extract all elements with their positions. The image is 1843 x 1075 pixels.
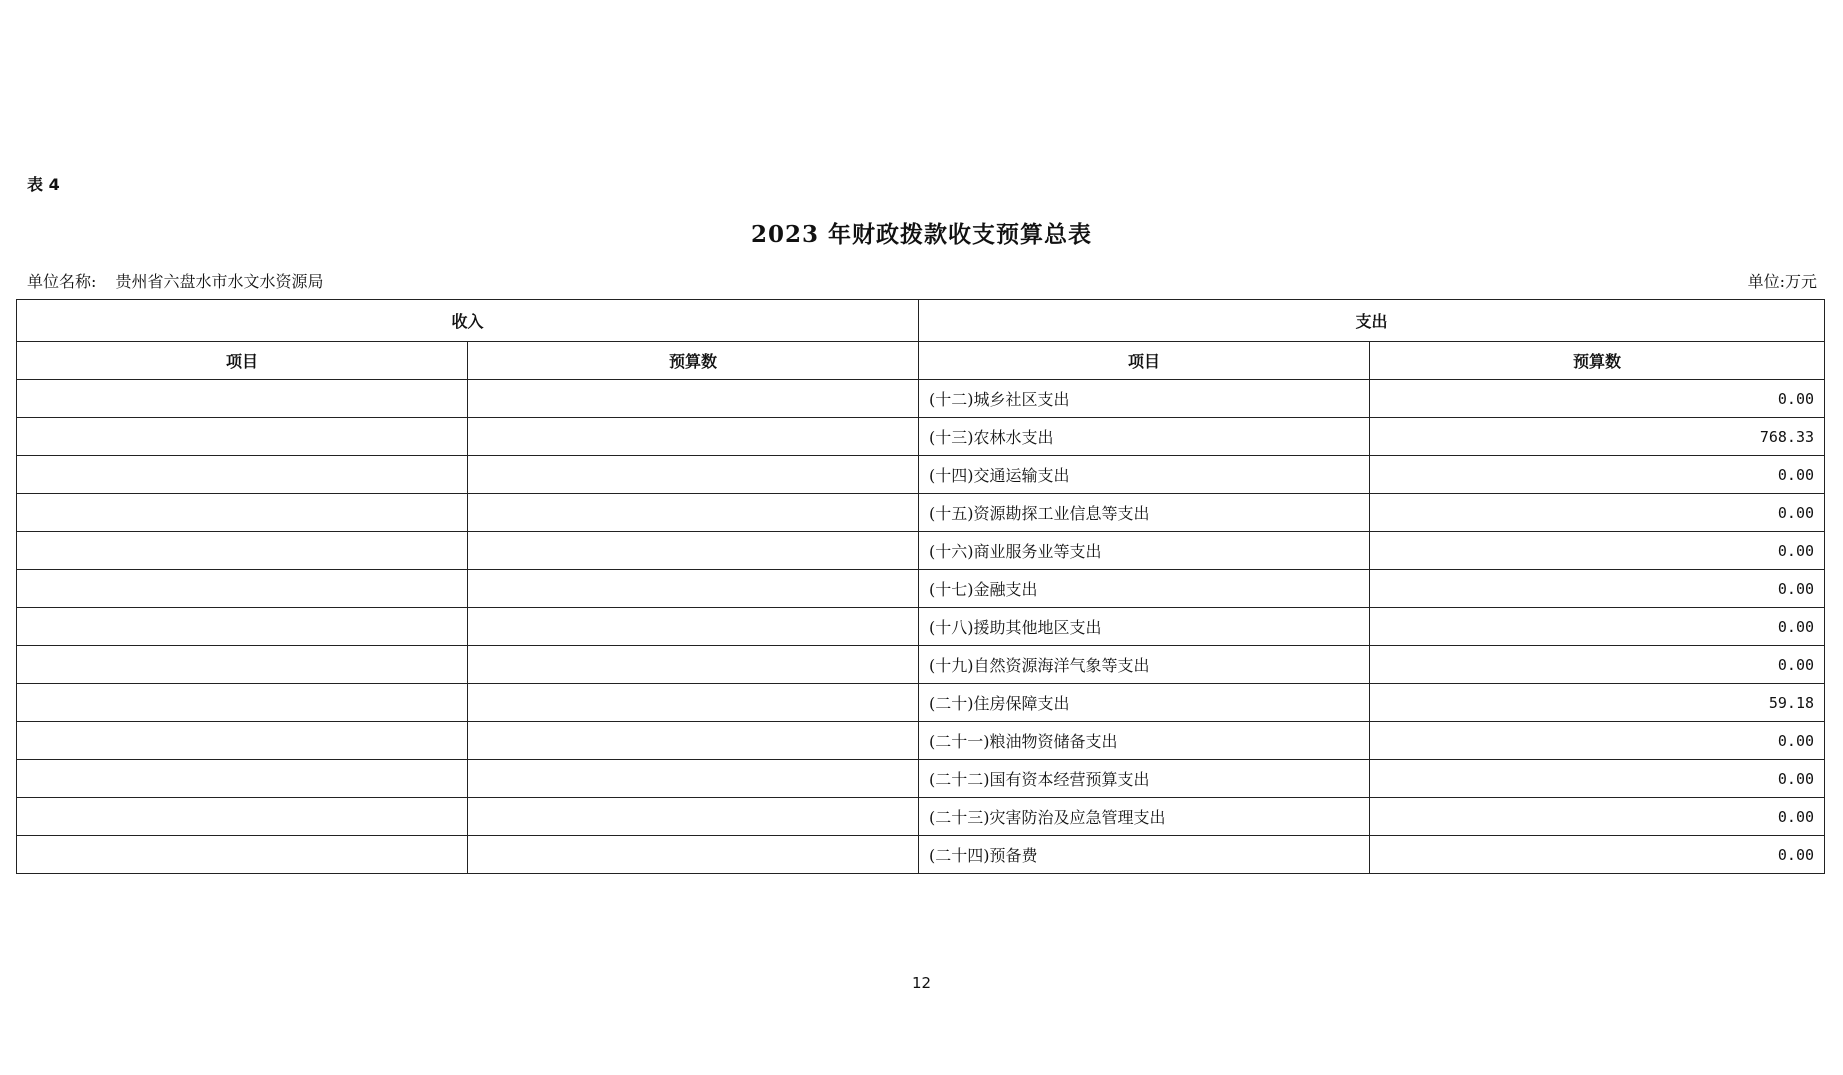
table-number-label: 表 4	[27, 175, 60, 194]
expense-item-cell: (二十一)粮油物资储备支出	[919, 722, 1370, 760]
expense-amount-cell: 0.00	[1370, 494, 1825, 532]
expense-item-cell: (二十三)灾害防治及应急管理支出	[919, 798, 1370, 836]
table-row	[17, 760, 1825, 798]
expense-item-cell: (十七)金融支出	[919, 570, 1370, 608]
income-item-cell	[17, 722, 468, 760]
expense-item-cell: (十五)资源勘探工业信息等支出	[919, 494, 1370, 532]
income-item-cell	[17, 608, 468, 646]
table-row	[17, 532, 1825, 570]
expense-item-cell: (十四)交通运输支出	[919, 456, 1370, 494]
table-row	[17, 418, 1825, 456]
expense-item-cell: (十九)自然资源海洋气象等支出	[919, 646, 1370, 684]
unit-measure: 单位:万元	[1747, 272, 1817, 291]
expense-amount-cell: 0.00	[1370, 798, 1825, 836]
income-item-cell	[17, 494, 468, 532]
expense-item-cell: (二十二)国有资本经营预算支出	[919, 760, 1370, 798]
income-amount-cell	[468, 608, 919, 646]
unit-name-line	[27, 269, 324, 292]
table-row	[17, 836, 1825, 874]
unit-name-label: 单位名称:	[27, 272, 97, 291]
income-item-cell	[17, 798, 468, 836]
expense-amount-cell: 0.00	[1370, 456, 1825, 494]
expense-amount-cell: 0.00	[1370, 646, 1825, 684]
unit-name-value: 贵州省六盘水市水文水资源局	[115, 272, 324, 291]
income-amount-cell	[468, 798, 919, 836]
expense-amount-cell: 768.33	[1370, 418, 1825, 456]
table-row	[17, 456, 1825, 494]
budget-table	[16, 299, 1825, 874]
income-amount-cell	[468, 456, 919, 494]
expense-amount-cell: 0.00	[1370, 760, 1825, 798]
income-item-cell	[17, 532, 468, 570]
income-amount-cell	[468, 722, 919, 760]
income-item-cell	[17, 684, 468, 722]
income-item-cell	[17, 760, 468, 798]
expense-item-cell: (十六)商业服务业等支出	[919, 532, 1370, 570]
expense-amount-cell: 59.18	[1370, 684, 1825, 722]
table-row	[17, 608, 1825, 646]
expense-group-header: 支出	[919, 300, 1825, 342]
expense-amount-cell: 0.00	[1370, 570, 1825, 608]
table-row	[17, 570, 1825, 608]
table-row	[17, 722, 1825, 760]
income-amount-cell	[468, 646, 919, 684]
table-row	[17, 494, 1825, 532]
column-header-income-item: 项目	[17, 342, 468, 380]
income-item-cell	[17, 418, 468, 456]
expense-item-cell: (二十)住房保障支出	[919, 684, 1370, 722]
expense-amount-cell: 0.00	[1370, 722, 1825, 760]
table-row	[17, 684, 1825, 722]
document-title: 2023 年财政拨款收支预算总表	[750, 221, 1093, 248]
column-header-expense-amount: 预算数	[1370, 342, 1825, 380]
income-item-cell	[17, 646, 468, 684]
table-body	[17, 380, 1825, 874]
income-item-cell	[17, 456, 468, 494]
expense-item-cell: (十八)援助其他地区支出	[919, 608, 1370, 646]
income-amount-cell	[468, 494, 919, 532]
table-row	[17, 646, 1825, 684]
income-amount-cell	[468, 836, 919, 874]
column-header-row	[17, 342, 1825, 380]
column-header-expense-item: 项目	[919, 342, 1370, 380]
table-row	[17, 798, 1825, 836]
expense-amount-cell: 0.00	[1370, 836, 1825, 874]
expense-item-cell: (十二)城乡社区支出	[919, 380, 1370, 418]
income-amount-cell	[468, 532, 919, 570]
income-amount-cell	[468, 418, 919, 456]
expense-amount-cell: 0.00	[1370, 532, 1825, 570]
expense-item-cell: (二十四)预备费	[919, 836, 1370, 874]
income-amount-cell	[468, 684, 919, 722]
expense-amount-cell: 0.00	[1370, 380, 1825, 418]
income-amount-cell	[468, 760, 919, 798]
table-row	[17, 380, 1825, 418]
income-amount-cell	[468, 570, 919, 608]
expense-amount-cell: 0.00	[1370, 608, 1825, 646]
income-item-cell	[17, 836, 468, 874]
income-group-header: 收入	[17, 300, 919, 342]
group-header-row	[17, 300, 1825, 342]
income-amount-cell	[468, 380, 919, 418]
income-item-cell	[17, 380, 468, 418]
column-header-income-amount: 预算数	[468, 342, 919, 380]
income-item-cell	[17, 570, 468, 608]
expense-item-cell: (十三)农林水支出	[919, 418, 1370, 456]
page-number: 12	[911, 974, 932, 992]
